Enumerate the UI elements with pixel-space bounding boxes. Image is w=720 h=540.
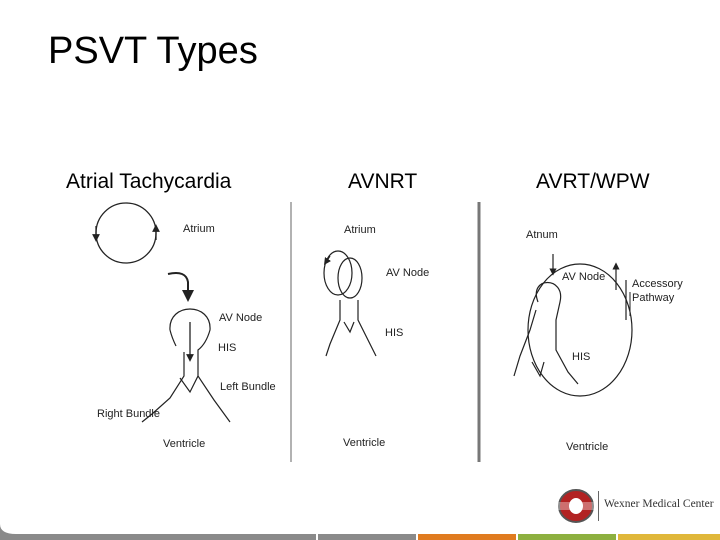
atrial-circuit-circle [96, 203, 156, 263]
conduction-system-shape [142, 309, 230, 422]
logo-text: Wexner Medical Center [604, 498, 714, 510]
osu-wexner-logo [556, 488, 716, 524]
label-atrium-1: Atrium [183, 223, 215, 235]
diagram-avrt-wpw [514, 229, 683, 453]
label-his-2: HIS [385, 327, 404, 339]
logo-divider [598, 491, 599, 521]
label-ventricle-3: Ventricle [566, 441, 609, 453]
block-o-icon [556, 488, 596, 524]
label-av-node-2: AV Node [386, 267, 430, 279]
bar-gray-2 [318, 534, 416, 540]
diagram-atrial-tachycardia [96, 203, 276, 450]
avnrt-bundle-shape [326, 300, 376, 356]
label-atrium-3: Atnum [526, 229, 558, 241]
label-av-node-3: AV Node [562, 271, 606, 283]
heading-atrial-tachycardia: Atrial Tachycardia [66, 170, 232, 193]
label-accessory: Accessory [632, 278, 683, 290]
bar-green [518, 534, 616, 540]
avrt-bundle-shape [514, 283, 578, 385]
label-his-3: HIS [572, 351, 591, 363]
reentry-loop-2 [338, 258, 362, 298]
bottom-color-bar [0, 524, 720, 540]
ectopic-arrow [168, 273, 188, 296]
label-left-bundle: Left Bundle [220, 381, 276, 393]
bar-orange [418, 534, 516, 540]
heading-avrt-wpw: AVRT/WPW [536, 170, 650, 193]
label-atrium-2: Atrium [344, 224, 376, 236]
bar-yellow [618, 534, 720, 540]
heading-avnrt: AVNRT [348, 170, 418, 193]
label-pathway: Pathway [632, 292, 675, 304]
diagram-avnrt [324, 224, 429, 449]
label-right-bundle: Right Bundle [97, 408, 160, 420]
label-ventricle-2: Ventricle [343, 437, 386, 449]
label-av-node-1: AV Node [219, 312, 263, 324]
bar-gray [16, 534, 316, 540]
label-ventricle-1: Ventricle [163, 438, 206, 450]
label-his-1: HIS [218, 342, 237, 354]
slide-title: PSVT Types [48, 30, 258, 72]
